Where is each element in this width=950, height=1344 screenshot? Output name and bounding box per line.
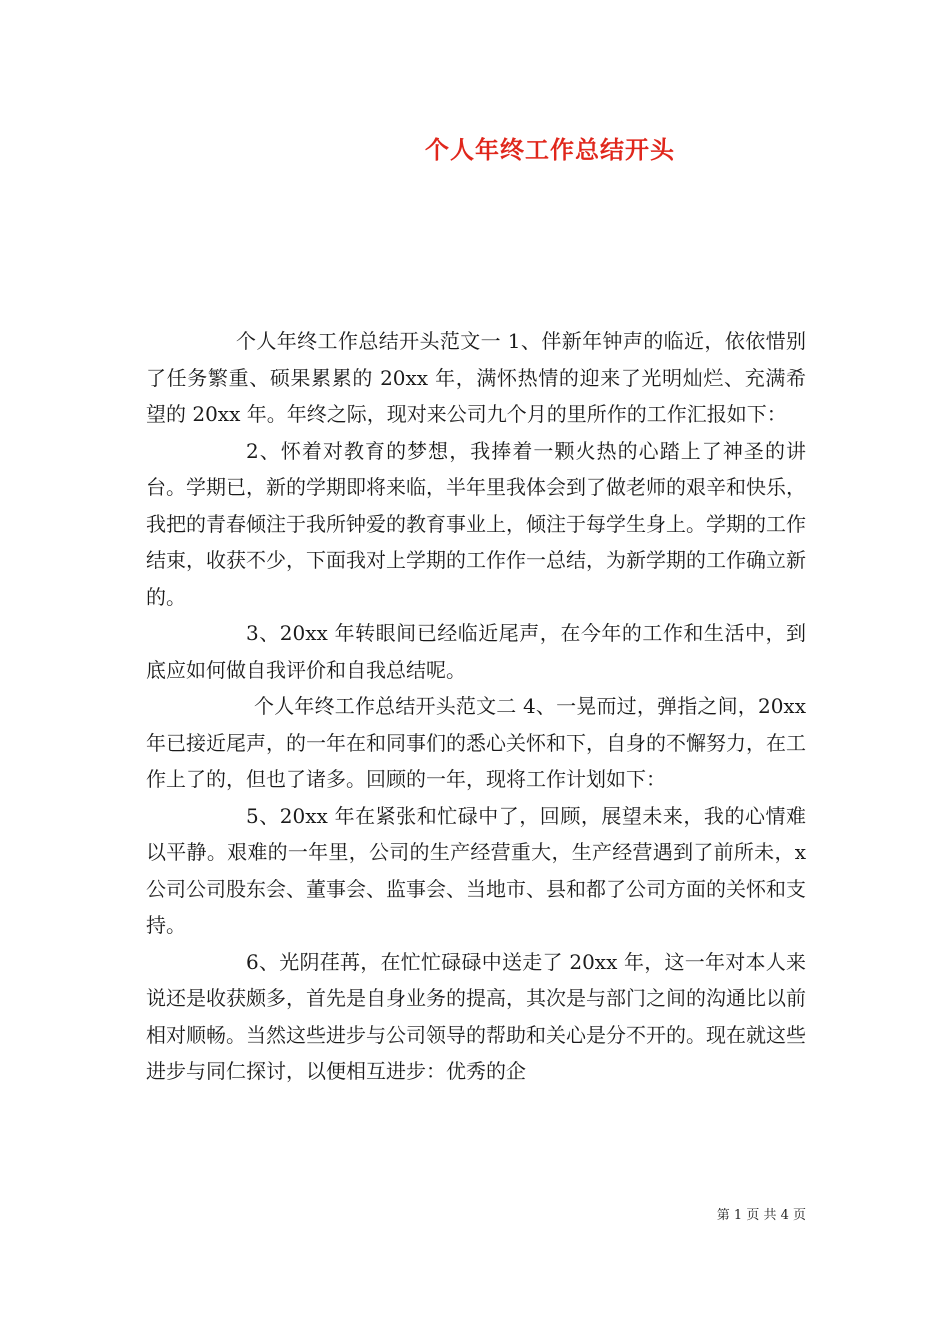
paragraph-6: 6、光阴荏苒，在忙忙碌碌中送走了 20xx 年，这一年对本人来说还是收获颇多，首先是自身业务的提高，其次是与部门之间的沟通比以前相对顺畅。当然这些进步与公司领导的帮助和关心是分不开的。现在就这些进步与同仁探讨，以便相互进步：优秀的企 — [146, 949, 806, 1083]
document-title — [0, 130, 950, 165]
document-body — [146, 323, 806, 1090]
document-title-text: 个人年终工作总结开头 — [425, 135, 675, 164]
paragraph-2: 2、怀着对教育的梦想，我捧着一颗火热的心踏上了神圣的讲台。学期已，新的学期即将来临，半年里我体会到了做老师的艰辛和快乐，我把的青春倾注于我所钟爱的教育事业上，倾注于每学生身上。学期的工作结束，收获不少，下面我对上学期的工作作一总结，为新学期的工作确立新的。 — [146, 438, 806, 609]
paragraph-5: 5、20xx 年在紧张和忙碌中了，回顾，展望未来，我的心情难以平静。艰难的一年里，公司的生产经营重大，生产经营遇到了前所未，x 公司公司股东会、董事会、监事会、当地市、县和都了公司方面的关怀和支持。 — [146, 803, 806, 937]
paragraph-3: 3、20xx 年转眼间已经临近尾声，在今年的工作和生活中，到底应如何做自我评价和自我总结呢。 — [146, 621, 806, 682]
paragraph-4: 个人年终工作总结开头范文二 4、一晃而过，弹指之间，20xx 年已接近尾声，的一年在和同事们的悉心关怀和下，自身的不懈努力，在工作上了的，但也了诸多。回顾的一年，现将工作计划如下： — [146, 694, 806, 791]
page-footer: 第 1 页 共 4 页 — [716, 1208, 806, 1223]
paragraph-1: 个人年终工作总结开头范文一 1、伴新年钟声的临近，依依惜别了任务繁重、硕果累累的 20xx 年，满怀热情的迎来了光明灿烂、充满希望的 20xx 年。年终之际，现对来公司九个月的里所作的工作汇报如下： — [146, 329, 806, 426]
